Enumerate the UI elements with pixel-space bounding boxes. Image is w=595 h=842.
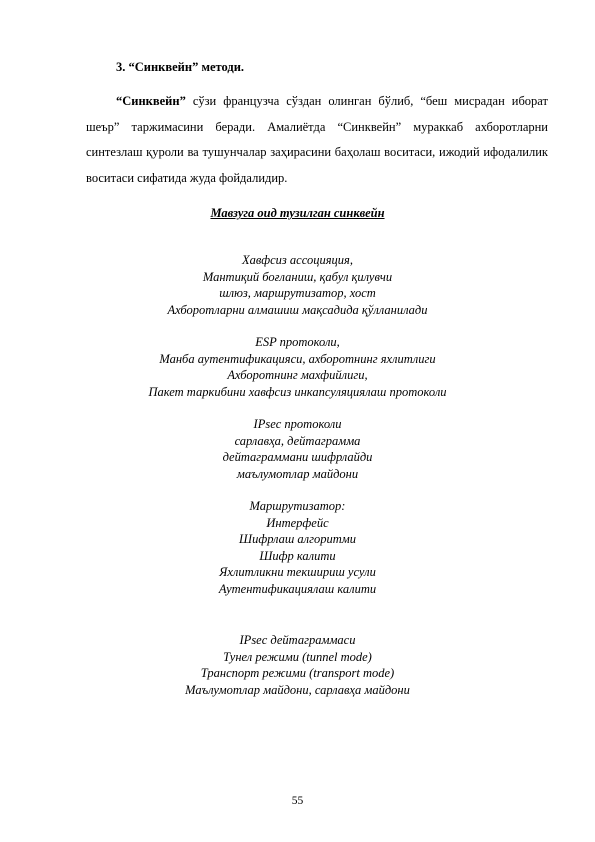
stanza-line: дейтаграммани шифрлайди <box>222 450 373 465</box>
stanza-line: Мантиқий боғланиш, қабул қилувчи <box>202 269 393 284</box>
stanza-3 <box>0 416 595 482</box>
stanza-line: Маълумотлар майдони, сарлавҳа майдони <box>185 682 410 697</box>
stanza-line: Интерфейс <box>266 515 329 530</box>
stanza-line: Шифр калити <box>259 548 336 563</box>
stanza-line: шлюз, маршрутизатор, хост <box>219 286 376 301</box>
cinquain-title <box>0 206 595 221</box>
stanza-line: Маршрутизатор: <box>249 499 346 513</box>
stanza-1 <box>0 252 595 318</box>
page-number: 55 <box>291 795 304 807</box>
paragraph-lead-term: “Синквейн” <box>116 94 186 108</box>
paragraph-text: сўзи французча сўздан олинган бўлиб, “беш мисрадан иборат шеър” таржимасини беради. Амалиётда “Синквейн” мураккаб ахборотларни синтезлаш қуроли ва тушунчалар заҳирасини баҳолаш воситаси, ижодий ифодалилик воситаси сифатида жуда фойдалидир. <box>86 94 548 185</box>
stanza-line: Аутентификациялаш калити <box>218 581 377 596</box>
stanza-line: сарлавҳа, дейтаграмма <box>234 433 361 448</box>
stanza-line: IPsec протоколи <box>253 417 342 431</box>
stanza-line: Транспорт режими (transport mode) <box>200 666 395 681</box>
stanza-line: Хавфсиз ассоцияция, <box>242 253 353 267</box>
stanza-line: Шифрлаш алгоритми <box>239 532 356 547</box>
stanza-line: Манба аутентификацияси, ахборотнинг яхлитлиги <box>159 351 436 366</box>
stanza-line: Пакет таркибини хавфсиз инкапсуляциялаш протоколи <box>148 384 447 399</box>
section-heading: 3. “Синквейн” методи. <box>116 60 245 74</box>
stanza-line: ESP протоколи, <box>255 335 340 349</box>
stanza-line: Ахборотларни алмашиш мақсадида қўлланилади <box>167 302 428 317</box>
stanza-line: маълумотлар майдони <box>236 466 359 481</box>
stanza-2 <box>0 334 595 400</box>
stanza-line: Яхлитликни текшириш усули <box>219 565 376 580</box>
stanza-4 <box>0 498 595 598</box>
stanza-line: Тунел режими (tunnel mode) <box>223 649 372 664</box>
stanza-line: IPsec дейтаграммаси <box>239 633 356 647</box>
intro-paragraph <box>86 89 548 191</box>
cinquain-title-text: Мавзуга оид тузилган синквейн <box>210 206 385 220</box>
stanza-line: Ахборотнинг махфийлиги, <box>227 368 368 383</box>
stanza-5 <box>0 632 595 698</box>
